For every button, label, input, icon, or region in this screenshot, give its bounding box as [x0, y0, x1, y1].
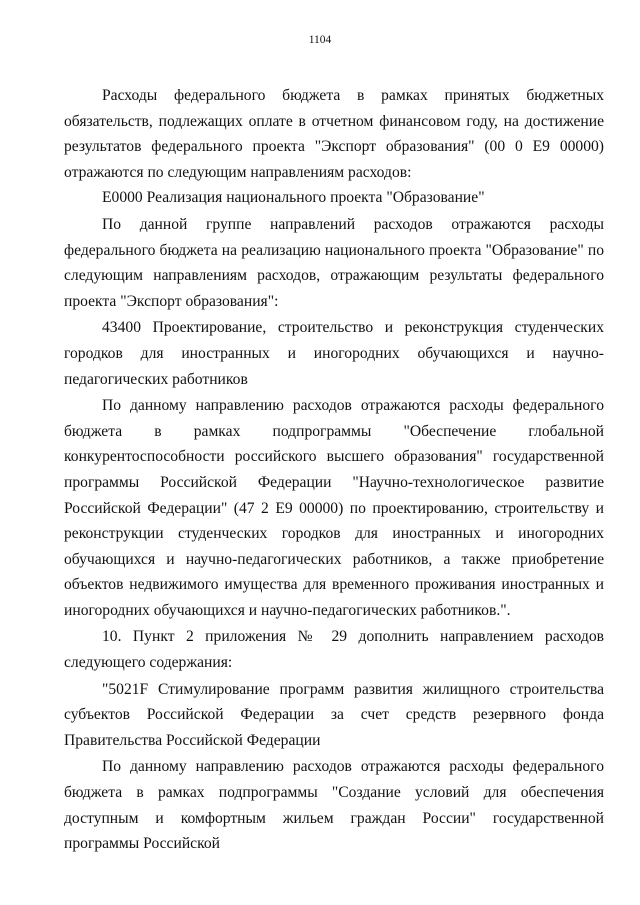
paragraph-item-10: 10. Пункт 2 приложения № 29 дополнить направлением расходов следующего содержания:	[64, 628, 604, 672]
paragraph-43400-heading: 43400 Проектирование, строительство и реконструкция студенческих городков для иностранных и иногородних обучающихся и научно-педагогических работников	[64, 319, 604, 388]
paragraph-43400-description: По данному направлению расходов отражаются расходы федерального бюджета в рамках подпрограммы "Обеспечение глобальной конкурентоспособности российского высшего образования" государственной программы Российской Федерации "Научно-технологическое развитие Российской Федерации" (47 2 Е9 00000) по проектированию, строительству и реконструкции студенческих городков для иностранных и иногородних обучающихся и научно-педагогических работников, а также приобретение объектов недвижимого имущества для временного проживания иностранных и иногородних обучающихся и научно-педагогических работников.".	[64, 397, 604, 619]
document-body	[64, 83, 604, 857]
page-number: 1104	[308, 34, 332, 46]
paragraph-e0000-heading: Е0000 Реализация национального проекта "Образование"	[102, 189, 485, 207]
paragraph-5021f-description: По данному направлению расходов отражаются расходы федерального бюджета в рамках подпрограммы "Создание условий для обеспечения доступным и комфортным жильем граждан России" государственной программы Российской	[64, 758, 604, 853]
paragraph-budget-expenses: Расходы федерального бюджета в рамках принятых бюджетных обязательств, подлежащих оплате в отчетном финансовом году, на достижение результатов федерального проекта "Экспорт образования" (00 0 Е9 00000) отражаются по следующим направлениям расходов:	[64, 87, 604, 181]
paragraph-5021f-heading: "5021F Стимулирование программ развития жилищного строительства субъектов Российской Федерации за счет средств резервного фонда Правительства Российской Федерации	[64, 680, 604, 749]
paragraph-group-description: По данной группе направлений расходов отражаются расходы федерального бюджета на реализацию национального проекта "Образование" по следующим направлениям расходов, отражающим результаты федерального проекта "Экспорт образования":	[64, 215, 604, 310]
